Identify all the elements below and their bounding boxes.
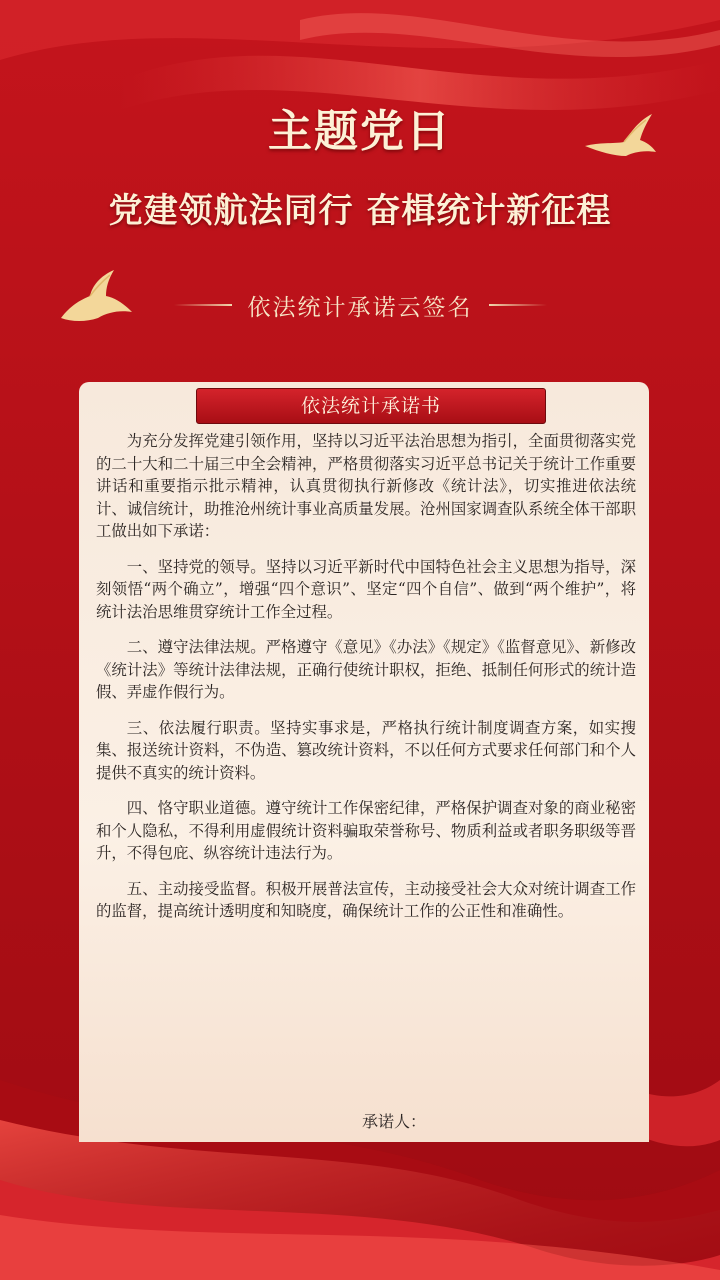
- divider-left: [174, 304, 232, 306]
- pledge-intro: 为充分发挥党建引领作用，坚持以习近平法治思想为指引，全面贯彻落实党的二十大和二十届三中全会精神，严格贯彻落实习近平总书记关于统计工作重要讲话和重要指示批示精神，认真贯彻执行新修改《统计法》，切实推进依法统计、诚信统计，助推沧州统计事业高质量发展。沧州国家调查队系统全体干部职工做出如下承诺：: [96, 432, 636, 540]
- divider-right: [489, 304, 547, 306]
- pledge-item-2: 二、遵守法律法规。严格遵守《意见》《办法》《规定》《监督意见》、新修改《统计法》等统计法律法规，正确行使统计职权，拒绝、抵制任何形式的统计造假、弄虚作假行为。: [96, 638, 636, 701]
- sign-title-row: [0, 288, 720, 322]
- pledge-card-title: 依法统计承诺书: [196, 388, 546, 424]
- signer-label: 承诺人：: [362, 1112, 427, 1131]
- dove-icon: [580, 112, 660, 162]
- pledge-item-1: 一、坚持党的领导。坚持以习近平新时代中国特色社会主义思想为指导，深刻领悟“两个确立”，增强“四个意识”、坚定“四个自信”、做到“两个维护”，将统计法治思维贯穿统计工作全过程。: [96, 557, 636, 621]
- pledge-body: [96, 430, 636, 936]
- sub-title: 党建领航法同行 奋楫统计新征程: [108, 191, 612, 231]
- pledge-item-4: 四、恪守职业道德。遵守统计工作保密纪律，严格保护调查对象的商业秘密和个人隐私，不得利用虚假统计资料骗取荣誉称号、物质利益或者职务职级等晋升，不得包庇、纵容统计违法行为。: [96, 799, 636, 862]
- pledge-item-5: 五、主动接受监督。积极开展普法宣传，主动接受社会大众对统计调查工作的监督，提高统计透明度和知晓度，确保统计工作的公正性和准确性。: [96, 879, 636, 920]
- sign-title: 依法统计承诺云签名: [247, 294, 473, 321]
- main-title: 主题党日: [268, 106, 452, 157]
- pledge-item-3: 三、依法履行职责。坚持实事求是，严格执行统计制度调查方案，如实搜集、报送统计资料，不伪造、篡改统计资料，不以任何方式要求任何部门和个人提供不真实的统计资料。: [96, 718, 636, 782]
- pledge-card: [79, 382, 649, 1142]
